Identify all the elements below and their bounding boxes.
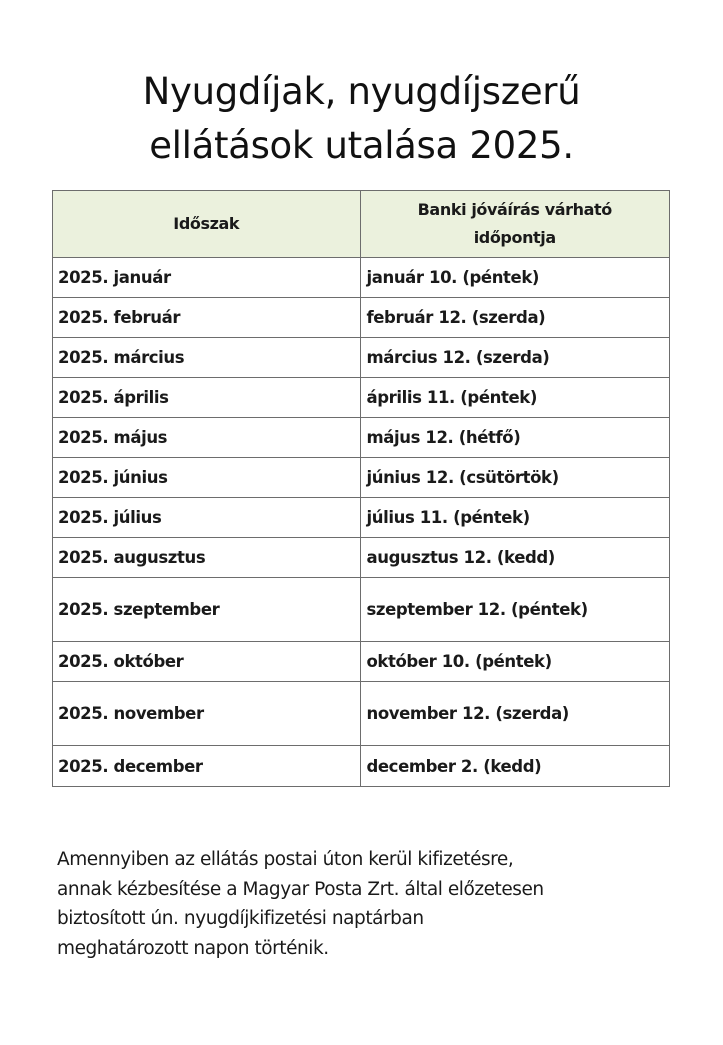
table-row bbox=[53, 378, 670, 418]
header-credit-date-line-2: időpontja bbox=[473, 228, 556, 247]
date-cell: október 10. (péntek) bbox=[361, 642, 670, 682]
period-cell: 2025. augusztus bbox=[53, 538, 361, 578]
period-cell: 2025. május bbox=[53, 418, 361, 458]
page-title-line-2: ellátások utalása 2025. bbox=[149, 123, 574, 167]
note-line-2: annak kézbesítése a Magyar Posta Zrt. által előzetesen bbox=[57, 878, 544, 900]
page-title-line-1: Nyugdíjak, nyugdíjszerű bbox=[142, 69, 581, 113]
table-row bbox=[53, 682, 670, 746]
table-row bbox=[53, 418, 670, 458]
date-cell: május 12. (hétfő) bbox=[361, 418, 670, 458]
table-row bbox=[53, 746, 670, 787]
header-credit-date-line-1: Banki jóváírás várható bbox=[417, 200, 612, 219]
table-row bbox=[53, 642, 670, 682]
note-line-4: meghatározott napon történik. bbox=[57, 937, 329, 959]
date-cell: február 12. (szerda) bbox=[361, 298, 670, 338]
table-row bbox=[53, 338, 670, 378]
period-cell: 2025. április bbox=[53, 378, 361, 418]
date-cell: március 12. (szerda) bbox=[361, 338, 670, 378]
date-cell: november 12. (szerda) bbox=[361, 682, 670, 746]
period-cell: 2025. december bbox=[53, 746, 361, 787]
postal-delivery-note bbox=[57, 845, 677, 963]
header-period: Időszak bbox=[53, 191, 361, 258]
payment-schedule-table bbox=[52, 190, 670, 787]
period-cell: 2025. november bbox=[53, 682, 361, 746]
date-cell: július 11. (péntek) bbox=[361, 498, 670, 538]
period-cell: 2025. július bbox=[53, 498, 361, 538]
note-line-1: Amennyiben az ellátás postai úton kerül kifizetésre, bbox=[57, 849, 514, 870]
date-cell: december 2. (kedd) bbox=[361, 746, 670, 787]
date-cell: június 12. (csütörtök) bbox=[361, 458, 670, 498]
period-cell: 2025. február bbox=[53, 298, 361, 338]
period-cell: 2025. június bbox=[53, 458, 361, 498]
date-cell: január 10. (péntek) bbox=[361, 258, 670, 298]
period-cell: 2025. szeptember bbox=[53, 578, 361, 642]
table-header-row bbox=[53, 191, 670, 258]
table-row bbox=[53, 538, 670, 578]
date-cell: szeptember 12. (péntek) bbox=[361, 578, 670, 642]
period-cell: 2025. október bbox=[53, 642, 361, 682]
table-row bbox=[53, 298, 670, 338]
date-cell: április 11. (péntek) bbox=[361, 378, 670, 418]
table-row bbox=[53, 578, 670, 642]
table-row bbox=[53, 458, 670, 498]
table-row bbox=[53, 498, 670, 538]
note-line-3: biztosított ún. nyugdíjkifizetési naptárban bbox=[57, 908, 424, 929]
page-title bbox=[0, 65, 723, 173]
date-cell: augusztus 12. (kedd) bbox=[361, 538, 670, 578]
table-row bbox=[53, 258, 670, 298]
period-cell: 2025. január bbox=[53, 258, 361, 298]
header-credit-date bbox=[361, 191, 670, 258]
period-cell: 2025. március bbox=[53, 338, 361, 378]
